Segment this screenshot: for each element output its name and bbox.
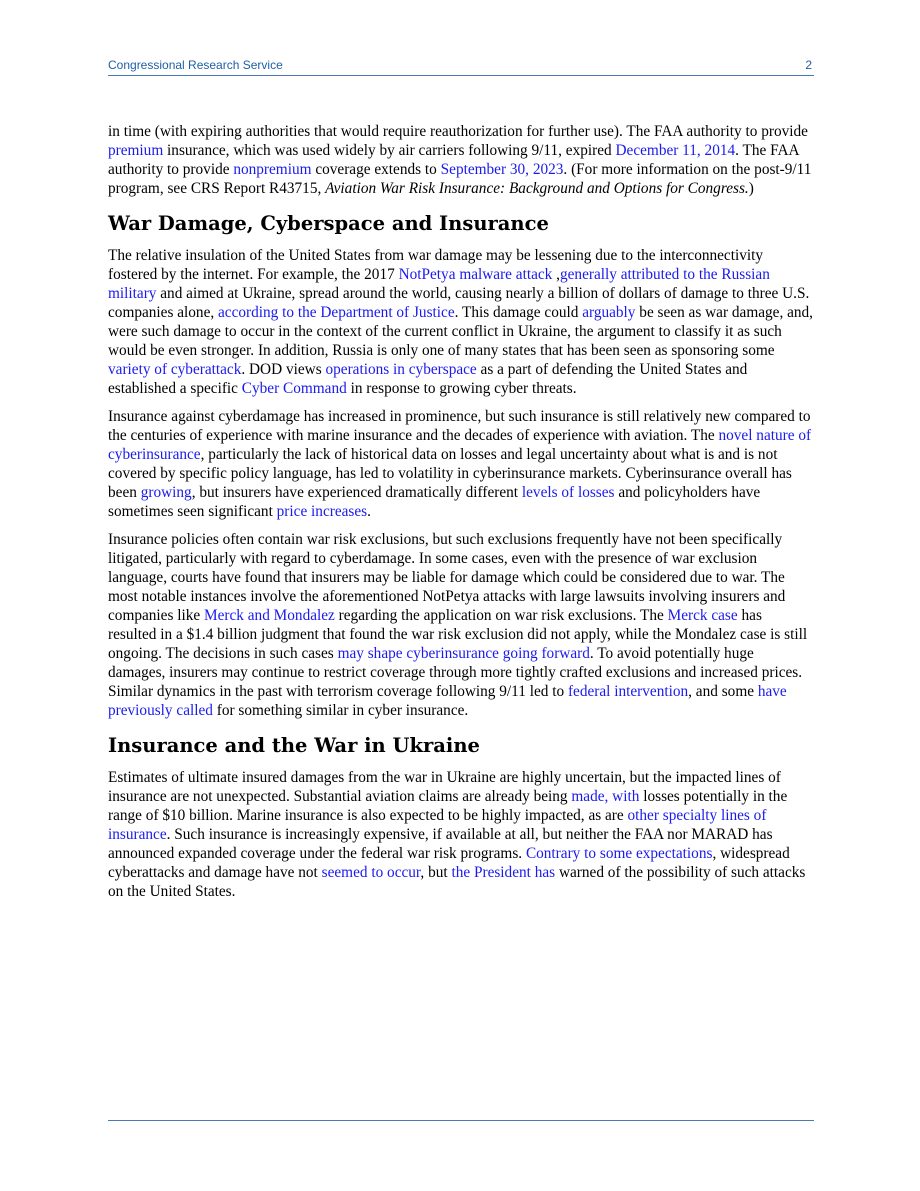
section-heading-war-damage: War Damage, Cyberspace and Insurance	[108, 212, 549, 235]
link-premium[interactable]: premium	[108, 142, 164, 159]
report-title: Aviation War Risk Insurance: Background and Options for Congress.	[325, 180, 749, 197]
link-have-previously-called[interactable]: have previously called	[108, 683, 787, 719]
link-december-11-2014[interactable]: December 11, 2014	[615, 142, 736, 159]
link-other-specialty-lines[interactable]: other specialty lines of insurance	[108, 807, 767, 843]
section-heading-war-in-ukraine: Insurance and the War in Ukraine	[108, 734, 480, 757]
page-header	[108, 58, 814, 76]
link-the-president-has[interactable]: the President has	[451, 864, 556, 881]
document-body	[108, 122, 814, 910]
footer-divider	[108, 1120, 814, 1121]
link-nonpremium[interactable]: nonpremium	[233, 161, 312, 178]
link-september-30-2023[interactable]: September 30, 2023	[440, 161, 564, 178]
link-operations-in-cyberspace[interactable]: operations in cyberspace	[325, 361, 477, 378]
link-growing[interactable]: growing	[140, 484, 192, 501]
link-variety-of-cyberattack[interactable]: variety of cyberattack	[108, 361, 242, 378]
header-organization: Congressional Research Service	[108, 58, 283, 72]
link-price-increases[interactable]: price increases	[276, 503, 368, 520]
paragraph-ukraine-insured-damages: Estimates of ultimate insured damages from the war in Ukraine are highly uncertain, but the impacted lines of insurance are not unexpected. Substantial aviation claims are already being made, with losses potentially in the range of $10 billion. Marine insurance is also expected to be highly impacted, as are other specialty lines of insurance. Such insurance is increasingly expensive, if available at all, but neither the FAA nor MARAD has announced expanded coverage under the federal war risk programs. Contrary to some expectations, widespread cyberattacks and damage have not seemed to occur, but the President has warned of the possibility of such attacks on the United States.	[108, 769, 806, 900]
paragraph-war-risk-exclusions: Insurance policies often contain war risk exclusions, but such exclusions frequently have not been specifically litigated, particularly with regard to cyberdamage. In some cases, even with the presence of war exclusion language, courts have found that insurers may be liable for damage which could be considered due to war. The most notable instances involve the aforementioned NotPetya attacks with large lawsuits involving insurers and companies like Merck and Mondalez regarding the application on war risk exclusions. The Merck case has resulted in a $1.4 billion judgment that found the war risk exclusion did not apply, while the Mondalez case is still ongoing. The decisions in such cases may shape cyberinsurance going forward. To avoid potentially huge damages, insurers may continue to restrict coverage through more tightly crafted exclusions and increased prices. Similar dynamics in the past with terrorism coverage following 9/11 led to federal intervention, and some have previously called for something similar in cyber insurance.	[108, 531, 808, 719]
page-number: 2	[805, 58, 812, 72]
link-arguably[interactable]: arguably	[582, 304, 636, 321]
paragraph-notpetya: The relative insulation of the United States from war damage may be lessening due to the interconnectivity fostered by the internet. For example, the 2017 NotPetya malware attack ,generally attributed to the Russian military and aimed at Ukraine, spread around the world, causing nearly a billion of dollars of damage to three U.S. companies alone, according to the Department of Justice. This damage could arguably be seen as war damage, and, were such damage to occur in the context of the current conflict in Ukraine, the argument to classify it as such would be even stronger. In addition, Russia is only one of many states that has been seen as sponsoring some variety of cyberattack. DOD views operations in cyberspace as a part of defending the United States and established a specific Cyber Command in response to growing cyber threats.	[108, 247, 814, 397]
paragraph-faa-authority: in time (with expiring authorities that would require reauthorization for further use). The FAA authority to provide premium insurance, which was used widely by air carriers following 9/11, expired December 11, 2014. The FAA authority to provide nonpremium coverage extends to September 30, 2023. (For more information on the post-9/11 program, see CRS Report R43715, Aviation War Risk Insurance: Background and Options for Congress.)	[108, 123, 812, 197]
link-cyber-command[interactable]: Cyber Command	[241, 380, 347, 397]
link-federal-intervention[interactable]: federal intervention	[567, 683, 689, 700]
link-merck-and-mondalez[interactable]: Merck and Mondalez	[204, 607, 335, 624]
link-attributed-russian-military[interactable]: generally attributed to the Russian military	[108, 266, 770, 302]
link-levels-of-losses[interactable]: levels of losses	[521, 484, 615, 501]
link-notpetya-malware-attack[interactable]: NotPetya malware attack	[398, 266, 553, 283]
link-department-of-justice[interactable]: according to the Department of Justice	[218, 304, 455, 321]
link-merck-case[interactable]: Merck case	[667, 607, 738, 624]
link-made-with[interactable]: made, with	[571, 788, 640, 805]
paragraph-cyberinsurance: Insurance against cyberdamage has increased in prominence, but such insurance is still relatively new compared to the centuries of experience with marine insurance and the decades of experience with aviation. The novel nature of cyberinsurance, particularly the lack of historical data on losses and legal uncertainty about what is and is not covered by specific policy language, has led to volatility in cyberinsurance markets. Cyberinsurance overall has been growing, but insurers have experienced dramatically different levels of losses and policyholders have sometimes seen significant price increases.	[108, 408, 812, 520]
link-contrary-to-some-expectations[interactable]: Contrary to some expectations	[525, 845, 713, 862]
link-novel-nature-of-cyberinsurance[interactable]: novel nature of cyberinsurance	[108, 427, 812, 463]
link-seemed-to-occur[interactable]: seemed to occur	[321, 864, 421, 881]
link-may-shape-cyberinsurance[interactable]: may shape cyberinsurance going forward	[337, 645, 590, 662]
